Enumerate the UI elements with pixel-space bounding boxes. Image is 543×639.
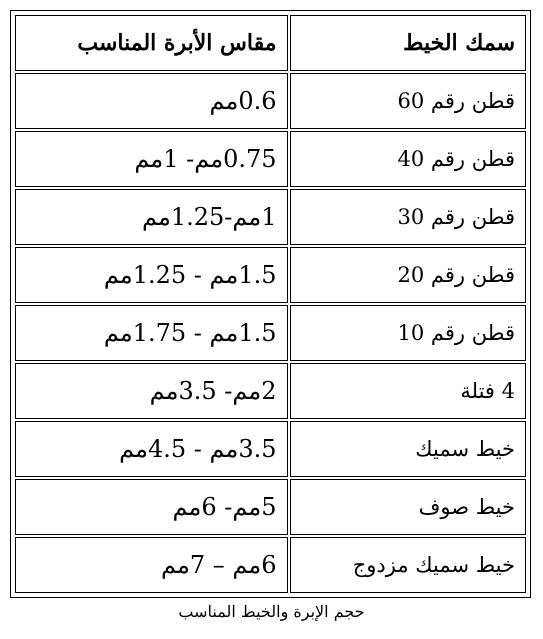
thread-cell: خيط سميك — [290, 421, 527, 477]
table-row — [15, 247, 526, 303]
thread-cell: قطن رقم 30 — [290, 189, 527, 245]
needle-cell: 5مم- 6مم — [15, 479, 288, 535]
thread-cell: قطن رقم 20 — [290, 247, 527, 303]
thread-cell: خيط صوف — [290, 479, 527, 535]
table-row — [15, 421, 526, 477]
table-row — [15, 363, 526, 419]
table-row — [15, 131, 526, 187]
table-row — [15, 305, 526, 361]
thread-cell: 4 فتلة — [290, 363, 527, 419]
needle-cell: 6مم – 7مم — [15, 537, 288, 593]
table-header-row — [15, 15, 526, 71]
thread-cell: خيط سميك مزدوج — [290, 537, 527, 593]
needle-cell: 0.75مم- 1مم — [15, 131, 288, 187]
header-needle-size: مقاس الأبرة المناسب — [15, 15, 288, 71]
table-row — [15, 73, 526, 129]
table-caption: حجم الإبرة والخيط المناسب — [178, 602, 365, 621]
table-row — [15, 537, 526, 593]
needle-cell: 0.6مم — [15, 73, 288, 129]
needle-cell: 1مم-1.25مم — [15, 189, 288, 245]
table-row — [15, 189, 526, 245]
needle-cell: 1.5مم - 1.25مم — [15, 247, 288, 303]
needle-cell: 1.5مم - 1.75مم — [15, 305, 288, 361]
needle-cell: 3.5مم - 4.5مم — [15, 421, 288, 477]
needle-cell: 2مم- 3.5مم — [15, 363, 288, 419]
table-row — [15, 479, 526, 535]
thread-cell: قطن رقم 10 — [290, 305, 527, 361]
needle-thread-table-frame — [10, 10, 531, 598]
thread-cell: قطن رقم 40 — [290, 131, 527, 187]
header-thread-thickness: سمك الخيط — [290, 15, 527, 71]
thread-cell: قطن رقم 60 — [290, 73, 527, 129]
needle-thread-table — [13, 13, 528, 595]
